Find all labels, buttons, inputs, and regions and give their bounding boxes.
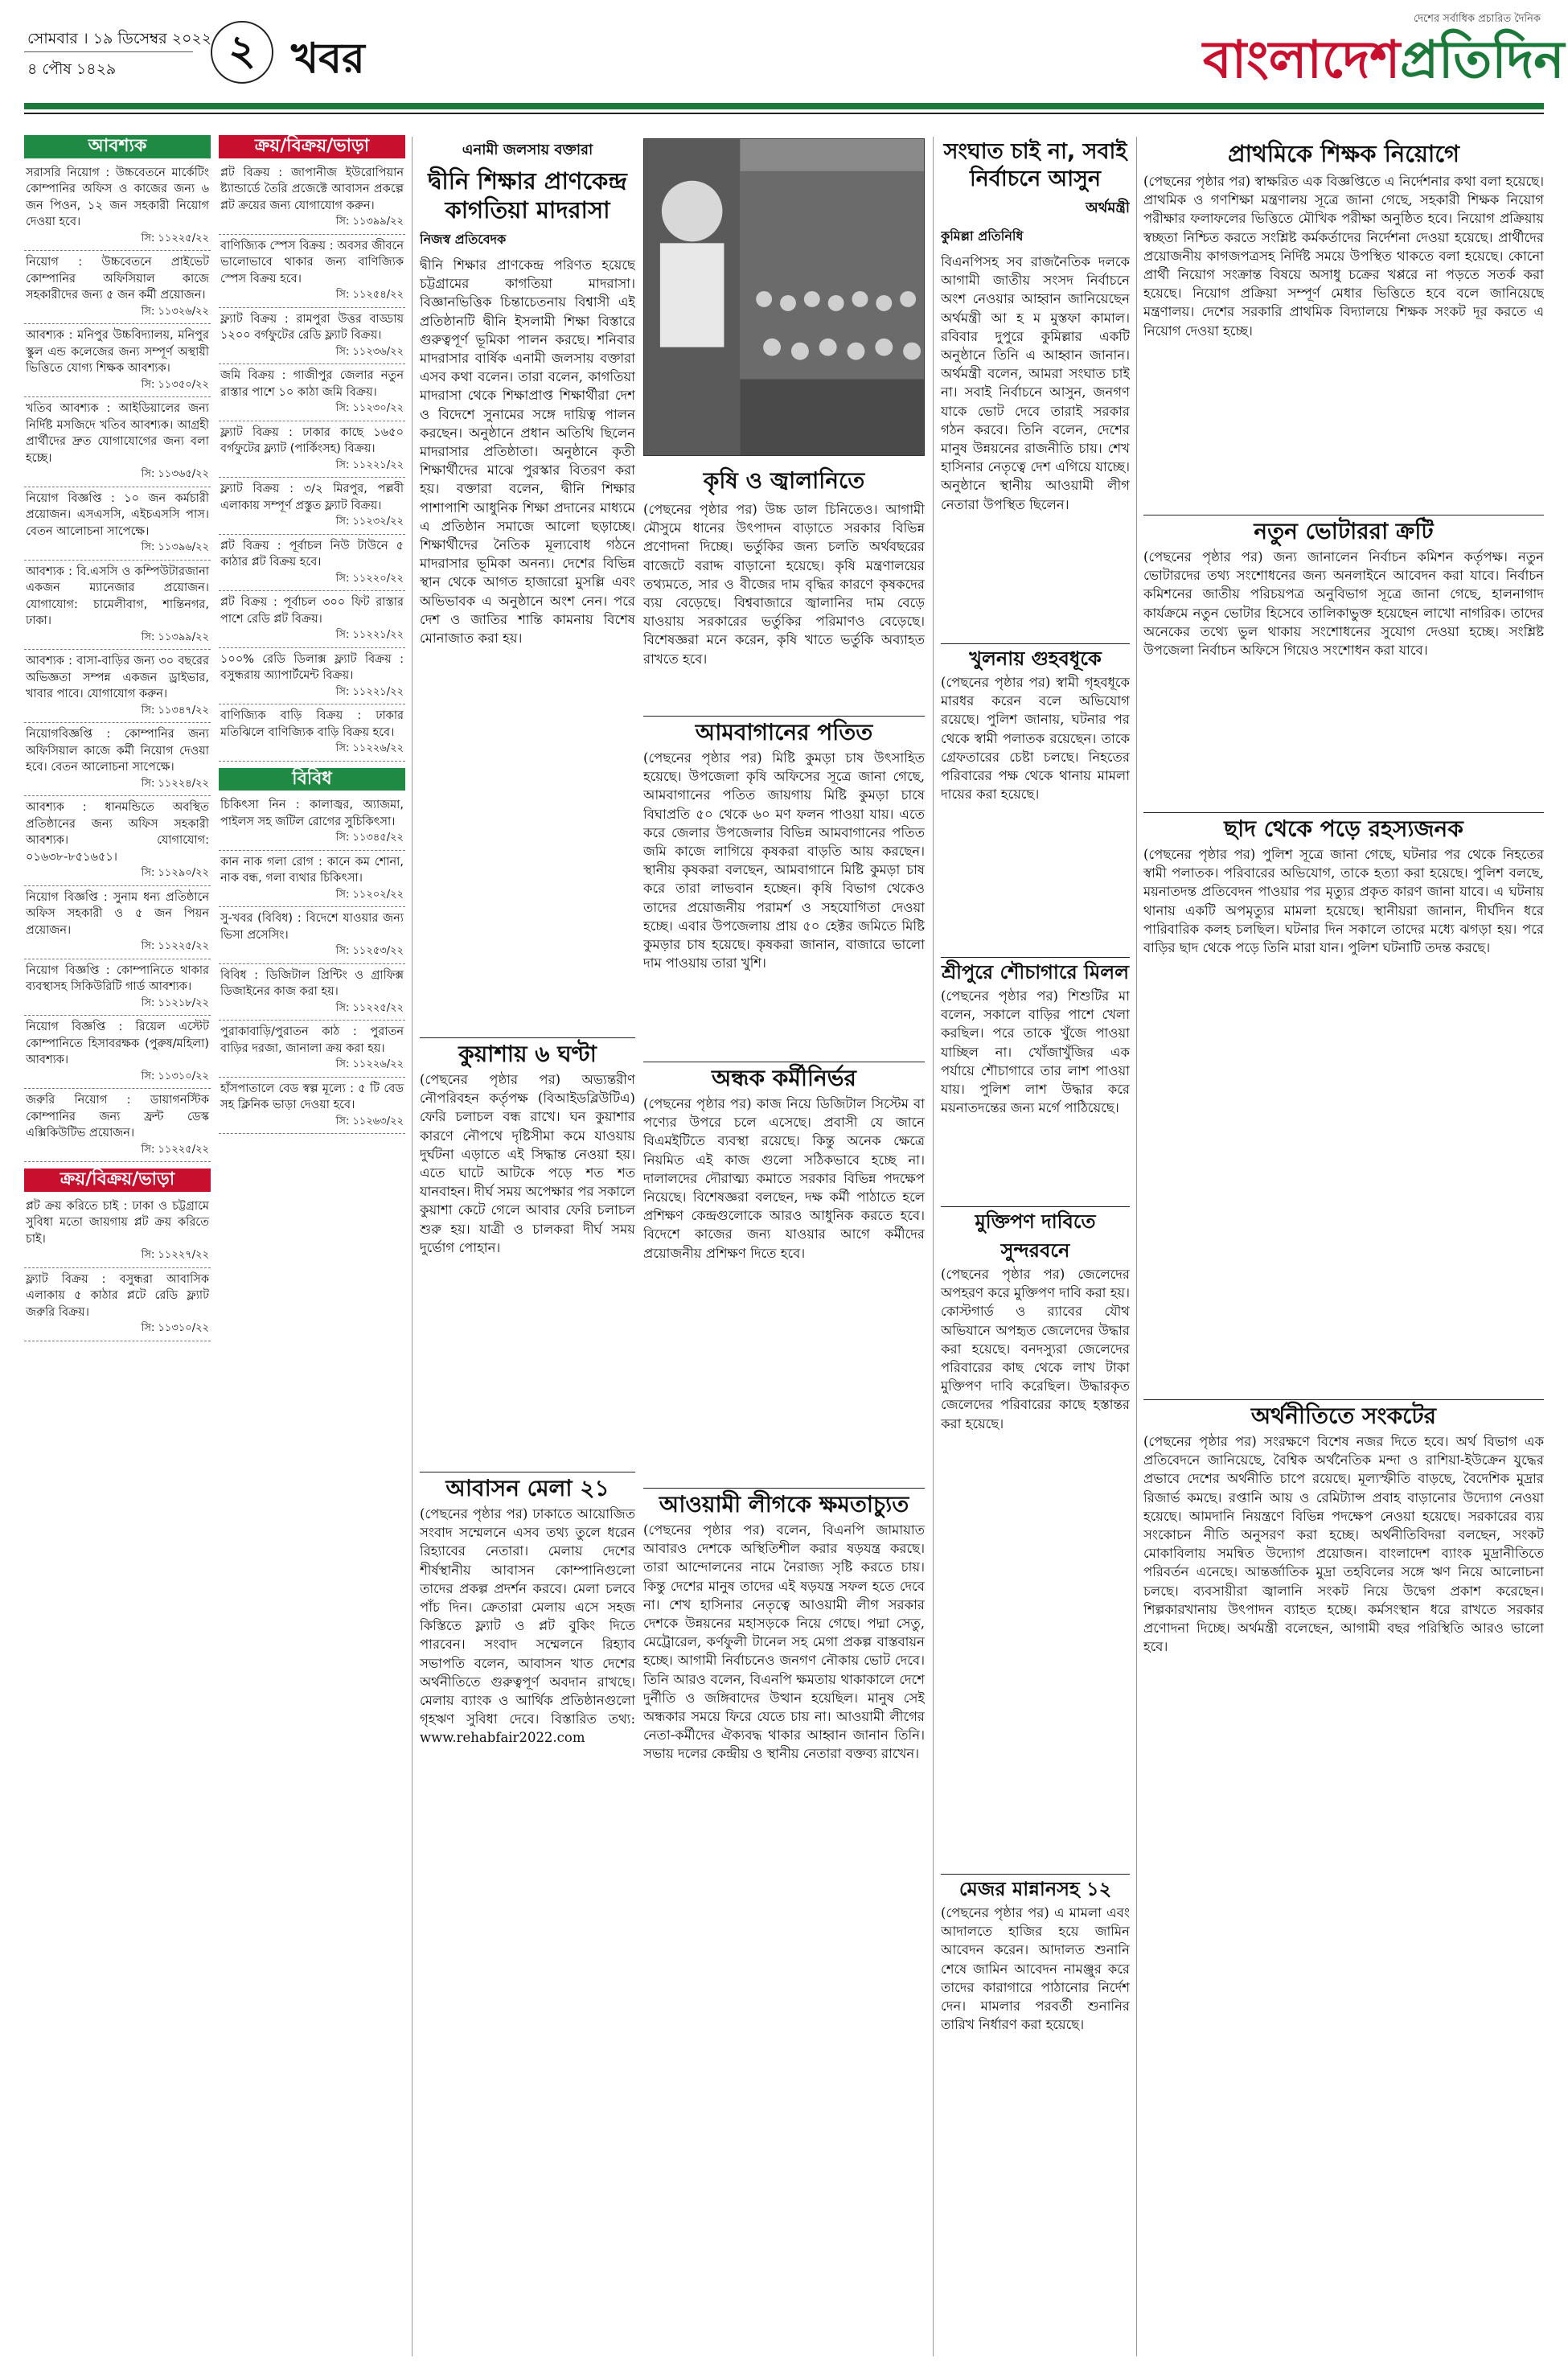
article-body: (পেছনের পৃষ্ঠার পর) মিষ্টি কুমড়া চাষ উৎসাহিত হয়েছে। উপজেলা কৃষি অফিসের সূত্রে জানা গেছে, আমবাগানের পতিত জায়গায় মিষ্টি কুমড়া চাষে বিঘাপ্রতি ৫০ থেকে ৬০ মণ ফলন পাওয়া যায়। এতে করে জেলার উপজেলার বিভিন্ন আমবাগানের পতিত জমি কাজে লাগিয়ে কৃষকরা বাড়তি আয় করছেন। স্থানীয় কৃষকরা বলছেন, আমবাগানে মিষ্টি কুমড়া চাষ করে তারা লাভবান হচ্ছেন। কৃষি বিভাগ থেকেও তাদের প্রয়োজনীয় পরামর্শ ও সহযোগিতা দেওয়া হচ্ছে। এবার উপজেলায় প্রায় ৫০ হেক্টর জমিতে মিষ্টি কুমড়ার চাষ হয়েছে। কৃষকরা জানান, বাজারে ভালো দাম পাওয়ায় তারা খুশি।: [643, 750, 925, 971]
article-headline: আবাসন মেলা ২১: [445, 1475, 610, 1501]
classified-code: সি: ১১২৯০/২২: [141, 867, 209, 879]
classified-item: [24, 1016, 211, 1089]
classified-item: [24, 1268, 211, 1341]
column-divider: [1136, 137, 1137, 2356]
classified-text: আবশ্যক : বাসা-বাড়ির জন্য ৩০ বছরের অভিজ্ঞতা সম্পন্ন একজন ড্রাইভার, খাবার পাবে। যোগাযোগ করুন।: [26, 655, 209, 700]
article-body: (পেছনের পৃষ্ঠার পর) ঢাকাতে আয়োজিত সংবাদ সম্মেলনে এসব তথ্য তুলে ধরেন রিহ্যাবের নেতারা। মেলায় দেশের শীর্ষস্থানীয় আবাসন কোম্পানিগুলো তাদের প্রকল্প প্রদর্শন করবে। মেলা চলবে পাঁচ দিন। ক্রেতারা মেলায় এসে সহজ কিস্তিতে ফ্ল্যাট ও প্লট বুকিং দিতে পারবেন। সংবাদ সম্মেলনে রিহ্যাব সভাপতি বলেন, আবাসন খাত দেশের অর্থনীতিতে গুরুত্বপূর্ণ অবদান রাখছে। মেলায় ব্যাংক ও আর্থিক প্রতিষ্ঠানগুলো গৃহঋণ সুবিধা দেবে। বিস্তারিত তথ্য: www.rehabfair2022.com: [420, 1506, 635, 1746]
article-headline: কৃষি ও জ্বালানিতে: [703, 467, 865, 494]
article-headline: মেজর মান্নানসহ ১২: [958, 1878, 1112, 1900]
classified-code: সি: ১১২০২/২২: [335, 888, 404, 901]
classified-code: সি: ১১২৫৩/২২: [335, 945, 404, 957]
article-headline: আওয়ামী লীগকে ক্ষমতাচ্যুত: [659, 1491, 909, 1518]
classified-code: সি: ১১২২৫/২২: [141, 232, 209, 244]
article-body: বিএনপিসহ সব রাজনৈতিক দলকে আগামী জাতীয় সংসদ নির্বাচনে অংশ নেওয়ার আহ্বান জানিয়েছেন অর্থমন্ত্রী আ হ ম মুস্তফা কামাল। রবিবার দুপুরে কুমিল্লার একটি অনুষ্ঠানে তিনি এ আহ্বান জানান। অর্থমন্ত্রী বলেন, আমরা সংঘাত চাই না। সবাই নির্বাচনে আসুন, জনগণ যাকে ভোট দেবে তারাই সরকার গঠন করবে। তিনি বলেন, দেশের মানুষ উন্নয়নের রাজনীতি চায়। শেখ হাসিনার নেতৃত্বে দেশ এগিয়ে যাচ্ছে। অনুষ্ঠানে স্থানীয় আওয়ামী লীগ নেতারা উপস্থিত ছিলেন।: [941, 254, 1130, 512]
date-rule: [24, 51, 193, 52]
classified-item: [219, 648, 405, 705]
classified-text: বাণিজ্যিক বাড়ি বিক্রয় : ঢাকার মতিঝিলে বাণিজ্যিক বাড়ি বিক্রয় হবে।: [220, 709, 404, 739]
article-krishi: [643, 466, 925, 708]
classified-item: [219, 851, 405, 908]
classified-item: [24, 1089, 211, 1162]
article-khulna: [941, 643, 1130, 949]
classified-item: [24, 251, 211, 324]
classified-code: সি: ১১২৩৬/২২: [335, 345, 404, 358]
classified-item: [219, 535, 405, 592]
logo-tagline: দেশের সর্বাধিক প্রচারিত দৈনিক: [1413, 13, 1541, 25]
photo-jalsa-image: [644, 139, 924, 455]
article-body: (পেছনের পৃষ্ঠার পর) সংরক্ষণে বিশেষ নজর দিতে হবে। অর্থ বিভাগ এক প্রতিবেদনে জানিয়েছে, বৈশ্বিক অর্থনৈতিক মন্দা ও রাশিয়া-ইউক্রেন যুদ্ধের প্রভাবে দেশের অর্থনীতি চাপে রয়েছে। মূল্যস্ফীতি বাড়ছে, বৈদেশিক মুদ্রার রিজার্ভ কমছে। রপ্তানি আয় ও রেমিট্যান্স প্রবাহ বাড়ানোর উদ্যোগ নেওয়া হয়েছে। আমদানি নিয়ন্ত্রণে বিভিন্ন পদক্ষেপ নেওয়া হয়েছে। সরকারের ব্যয় সংকোচন নীতি অনুসরণ করা হচ্ছে। অর্থনীতিবিদরা বলছেন, সংকট মোকাবিলায় সমন্বিত উদ্যোগ প্রয়োজন। বাংলাদেশ ব্যাংক মুদ্রানীতিতে পরিবর্তন এনেছে। আন্তর্জাতিক মুদ্রা তহবিলের সঙ্গে ঋণ নিয়ে আলোচনা চলছে। ব্যবসায়ীরা জ্বালানি সংকট নিয়ে উদ্বেগ প্রকাশ করেছেন। শিল্পকারখানায় উৎপাদন ব্যাহত হচ্ছে। কর্মসংস্থান ধরে রাখতে সরকার প্রণোদনা দিচ্ছে। অর্থমন্ত্রী বলেছেন, আগামী বছর পরিস্থিতি আরও ভালো হবে।: [1143, 1434, 1544, 1655]
article-awami-league: [643, 1488, 925, 2220]
classified-item: [219, 1021, 405, 1078]
classified-header-bibidh: বিবিধ: [219, 768, 405, 791]
classified-item: [24, 796, 211, 886]
classified-code: সি: ১১২৫৪/২২: [335, 289, 404, 301]
classified-list-2-footer: [219, 794, 405, 1134]
masthead: [0, 0, 1568, 143]
article-headline: অর্থনীতিতে সংকটের: [1250, 1403, 1437, 1429]
classified-code: সি: ১১৩৪৭/২২: [141, 704, 209, 717]
classified-list-1-footer: [24, 1195, 211, 1341]
article-body: (পেছনের পৃষ্ঠার পর) বলেন, বিএনপি জামায়াত আবারও দেশকে অস্থিতিশীল করার ষড়যন্ত্র করছে। তারা আন্দোলনের নামে নৈরাজ্য সৃষ্টি করতে চায়। কিন্তু দেশের মানুষ তাদের এই ষড়যন্ত্র সফল হতে দেবে না। শেখ হাসিনার নেতৃত্বে আওয়ামী লীগ সরকার দেশকে উন্নয়নের মহাসড়কে নিয়ে গেছে। পদ্মা সেতু, মেট্রোরেল, কর্ণফুলী টানেল সহ মেগা প্রকল্প বাস্তবায়ন হচ্ছে। আগামী নির্বাচনেও জনগণ নৌকায় ভোট দেবে। তিনি আরও বলেন, বিএনপি ক্ষমতায় থাকাকালে দেশে দুর্নীতি ও জঙ্গিবাদের উত্থান হয়েছিল। মানুষ সেই অন্ধকার সময়ে ফিরে যেতে চায় না। আওয়ামী লীগের নেতা-কর্মীদের ঐক্যবদ্ধ থাকার আহ্বান জানান তিনি। সভায় দলের কেন্দ্রীয় ও স্থানীয় নেতারা বক্তব্য রাখেন।: [643, 1522, 925, 1762]
classified-item: [219, 964, 405, 1021]
classified-item: [219, 364, 405, 421]
classified-text: প্লট বিক্রয় : পূর্বাচল ৩০০ ফিট রাস্তার পাশে রেডি প্লট বিক্রয়।: [220, 596, 404, 626]
classified-item: [219, 421, 405, 478]
article-body: (পেছনের পৃষ্ঠার পর) অভ্যন্তরীণ নৌপরিবহন কর্তৃপক্ষ (বিআইডব্লিউটিএ) ফেরি চলাচল বন্ধ রাখে। ঘন কুয়াশার কারণে নৌপথে দৃষ্টিসীমা কমে যাওয়ায় দুর্ঘটনা এড়াতে এই সিদ্ধান্ত নেওয়া হয়। এতে ঘাটে আটকে পড়ে শত শত যানবাহন। দীর্ঘ সময় অপেক্ষার পর সকালে কুয়াশা কেটে গেলে আবার ফেরি চলাচল শুরু হয়। যাত্রী ও চালকরা দীর্ঘ সময় দুর্ভোগ পোহান।: [420, 1072, 635, 1255]
classified-text: বাণিজ্যিক স্পেস বিক্রয় : অবসর জীবনে ভালোভাবে থাকার জন্য বাণিজ্যিক স্পেস বিক্রয় হবে।: [220, 239, 404, 285]
classified-item: [219, 1078, 405, 1135]
article-kicker: এনামী জলসায় বক্তারা: [462, 142, 593, 158]
classified-code: সি: ১১২২৬/২২: [335, 1058, 404, 1070]
classified-text: প্লট বিক্রয় : জাপানীজ ইউরোপিয়ান ষ্ট্যান্ডার্ডে তৈরি প্রজেক্টে আবাসন প্রকল্পে প্লট ক্রয়ের জন্য যোগাযোগ করুন।: [220, 166, 404, 212]
article-prathomik: [1143, 138, 1544, 508]
classified-text: পুরাকাবাড়ি/পুরাতন কাঠ : পুরাতন বাড়ির দরজা, জানালা ক্রয় করা হয়।: [220, 1025, 404, 1055]
article-kuyasha: [420, 1037, 635, 1456]
classified-text: ফ্ল্যাট বিক্রয় : রামপুরা উত্তর বাড্ডায় ১২০০ বর্গফুটের রেডি ফ্ল্যাট বিক্রয়।: [220, 312, 404, 342]
classified-item: [219, 907, 405, 964]
classified-text: কান নাক গলা রোগ : কানে কম শোনা, নাক বন্ধ, গলা ব্যথার চিকিৎসা।: [220, 855, 404, 885]
article-muktipon: [941, 1206, 1130, 1866]
article-headline: মুক্তিপণ দাবিতে সুন্দরবনে: [975, 1210, 1096, 1262]
classified-text: নিয়োগবিজ্ঞপ্তি : কোম্পানির জন্য অফিসিয়াল কাজে কর্মী নিয়োগ দেওয়া হবে। বেতন আলোচনা সাপেক্ষে।: [26, 728, 209, 774]
classified-text: নিয়োগ বিজ্ঞপ্তি : কোম্পানিতে থাকার ব্যবস্থাসহ সিকিউরিটি গার্ড আবশ্যক।: [26, 963, 209, 993]
classified-text: আবশ্যক : ধানমন্ডিতে অবস্থিত প্রতিষ্ঠানের জন্য অফিস সহকারী আবশ্যক। যোগাযোগ: ০১৬৩৮-৮৫১৬৫১।: [26, 801, 209, 864]
classified-code: সি: ১১৩৫০/২২: [141, 378, 209, 391]
classified-text: ফ্ল্যাট বিক্রয় : বসুন্ধরা আবাসিক এলাকায় ৫ কাঠার প্লটে রেডি ফ্ল্যাট জরুরি বিক্রয়।: [26, 1272, 209, 1319]
classified-item: [219, 478, 405, 535]
section-title: খবর: [291, 35, 365, 83]
article-body: দ্বীনি শিক্ষার প্রাণকেন্দ্র পরিণত হয়েছে চট্টগ্রামের কাগতিয়া মাদরাসা। বিজ্ঞানভিত্তিক চিন্তাচেতনায় বিশ্বাসী এই প্রতিষ্ঠানটি দ্বীনি ইসলামী শিক্ষা বিস্তারে গুরুত্বপূর্ণ ভূমিকা পালন করছে। শনিবার মাদরাসার বার্ষিক এনামী জলসায় বক্তারা এসব কথা বলেন। তারা বলেন, কাগতিয়া মাদরাসা থেকে শিক্ষাপ্রাপ্ত শিক্ষার্থীরা দেশ ও বিদেশে সুনামের সঙ্গে দায়িত্ব পালন করছেন। অনুষ্ঠানে প্রধান অতিথি ছিলেন মাদরাসার প্রতিষ্ঠাতা। অনুষ্ঠানে কৃতী শিক্ষার্থীদের মাঝে পুরস্কার বিতরণ করা হয়। বক্তারা বলেন, দ্বীনি শিক্ষার পাশাপাশি আধুনিক শিক্ষা প্রদানের মাধ্যমে এ প্রতিষ্ঠান সমাজে আলো ছড়াচ্ছে। শিক্ষার্থীদের নৈতিক মূল্যবোধ গঠনে মাদরাসার ভূমিকা অনন্য। দেশের বিভিন্ন স্থান থেকে আগত হাজারো মুসল্লি এবং অভিভাবক এ অনুষ্ঠানে অংশ নেন। পরে দেশ ও জাতির শান্তি কামনায় বিশেষ মোনাজাত করা হয়।: [420, 257, 635, 647]
classified-text: ফ্ল্যাট বিক্রয় : ৩/২ মিরপুর, পল্লবী এলাকায় সম্পূর্ণ প্রস্তুত ফ্ল্যাট বিক্রয়।: [220, 483, 404, 512]
page-number: ২: [211, 21, 273, 84]
classified-code: সি: ১১৩৪৫/২২: [335, 832, 404, 844]
article-headline: নতুন ভোটাররা ক্রটি: [1254, 518, 1434, 544]
article-speaker: অর্থমন্ত্রী: [1086, 199, 1130, 216]
classified-text: জরুরি নিয়োগ : ডায়াগনস্টিক কোম্পানির জন্য ফ্রন্ট ডেস্ক এক্সিকিউটিভ প্রয়োজন।: [26, 1094, 209, 1140]
classified-code: সি: ১১২৩২/২২: [335, 515, 404, 528]
classified-text: আবশ্যক : বি.এসসি ও কম্পিউটারজানা একজন ম্যানেজার প্রয়োজন। যোগাযোগ: চামেলীবাগ, শান্তিনগর, ঢাকা।: [26, 565, 209, 627]
classified-text: প্লট ক্রয় করিতে চাই : ঢাকা ও চট্টগ্রামে সুবিধা মতো জায়গায় প্লট ক্রয় করিতে চাই।: [26, 1199, 209, 1246]
article-body: (পেছনের পৃষ্ঠার পর) জেলেদের অপহরণ করে মুক্তিপণ দাবি করা হয়। কোস্টগার্ড ও র‌্যাবের যৌথ অভিযানে অপহৃত জেলেদের উদ্ধার করা হয়েছে। বনদস্যুরা জেলেদের পরিবারের কাছ থেকে লাখ টাকা মুক্তিপণ দাবি করেছিল। উদ্ধারকৃত জেলেদের পরিবারের কাছে হস্তান্তর করা হয়েছে।: [941, 1267, 1130, 1431]
classified-text: ১০০% রেডি ডিলাক্স ফ্ল্যাট বিক্রয় : বসুন্ধরায় অ্যাপার্টমেন্ট বিক্রয়।: [220, 652, 404, 682]
article-chad: [1143, 812, 1544, 1391]
article-amvaganer: [643, 716, 925, 1054]
classified-code: সি: ১১৩৯৯/২২: [335, 216, 404, 228]
masthead-rule: [24, 113, 1544, 114]
classified-text: নিয়োগ বিজ্ঞপ্তি : ১০ জন কর্মচারী প্রয়োজন। এসএসসি, এইচএসসি পাস। বেতন আলোচনা সাপেক্ষে।: [26, 491, 209, 538]
date-line: সোমবার । ১৯ ডিসেম্বর ২০২২: [27, 30, 212, 47]
classified-code: সি: ১১২২৫/২২: [141, 1143, 209, 1156]
classified-text: সরাসরি নিয়োগ : উচ্চবেতনে মার্কেটিং কোম্পানির অফিস ও কাজের জন্য ৬ জন পিওন, ১২ জন সহকারী নিয়োগ দেওয়া হবে।: [26, 166, 209, 228]
classified-list-2: [219, 162, 405, 762]
logo-wordmark: [1203, 28, 1565, 92]
classified-item: [24, 397, 211, 487]
article-songhat: [941, 138, 1130, 637]
article-headline: অন্ধক কর্মীনির্ভর: [712, 1065, 856, 1091]
article-headline: কুয়াশায় ৬ ঘণ্টা: [458, 1041, 597, 1067]
classified-code: সি: ১১৩৯৬/২২: [141, 541, 209, 553]
classified-code: সি: ১১৩১০/২২: [141, 1322, 209, 1334]
article-byline: কুমিল্লা প্রতিনিধি: [941, 228, 1024, 244]
article-headline: সংঘাত চাই না, সবাই নির্বাচনে আসুন: [943, 139, 1127, 191]
photo-jalsa: [643, 138, 925, 456]
classified-text: আবশ্যক : মনিপুর উচ্চবিদ্যালয়, মনিপুর স্কুল এন্ড কলেজের জন্য সম্পূর্ণ অস্থায়ী ভিত্তিতে যোগ্য শিক্ষক আবশ্যক।: [26, 329, 209, 375]
classified-text: নিয়োগ বিজ্ঞপ্তি : রিয়েল এস্টেট কোম্পানিতে হিসাবরক্ষক (পুরুষ/মহিলা) আবশ্যক।: [26, 1021, 209, 1066]
classified-text: জমি বিক্রয় : গাজীপুর জেলার নতুন রাস্তার পাশে ১০ কাঠা জমি বিক্রয়।: [220, 369, 404, 399]
classified-item: [24, 959, 211, 1017]
classified-code: সি: ১১২২৫/২২: [335, 1001, 404, 1014]
article-body: (পেছনের পৃষ্ঠার পর) এ মামলা এবং আদালতে হাজির হয়ে জামিন আবেদন করেন। আদালত শুনানি শেষে জামিন আবেদন নামঞ্জুর করে তাদের কারাগারে পাঠানোর নির্দেশ দেন। মামলার পরবর্তী শুনানির তারিখ নির্ধারণ করা হয়েছে।: [941, 1905, 1130, 2033]
newspaper-logo: [1203, 11, 1565, 100]
article-body: (পেছনের পৃষ্ঠার পর) পুলিশ সূত্রে জানা গেছে, ঘটনার পর থেকে নিহতের স্বামী পলাতক। পরিবারের অভিযোগ, তাকে হত্যা করা হয়েছে। পুলিশ বলছে, ময়নাতদন্ত প্রতিবেদন পাওয়ার পর মৃত্যুর প্রকৃত কারণ জানা যাবে। এ ঘটনায় থানায় একটি অপমৃত্যুর মামলা হয়েছে। স্থানীয়রা জানান, দীর্ঘদিন ধরে পারিবারিক কলহ চলছিল। ঘটনার দিন সকালে তাদের মধ্যে ঝগড়া হয়। পরে বাড়ির ছাদ থেকে পড়ে তিনি মারা যান। পুলিশ ঘটনাটি তদন্ত করছে।: [1143, 847, 1544, 956]
classified-header-kroy-2: ক্রয়/বিক্রয়/ভাড়া: [219, 135, 405, 158]
classified-text: খতিব আবশ্যক : আইডিয়ালের জন্য নির্দিষ্ট মসজিদে খতিব আবশ্যক। আগ্রহী প্রার্থীদের দ্রুত যোগাযোগের জন্য বলা হচ্ছে।: [26, 402, 209, 465]
article-headline: আমবাগানের পতিত: [695, 719, 873, 745]
classified-code: সি: ১১২২৪/২২: [141, 777, 209, 790]
classified-item: [219, 794, 405, 851]
article-headline: দ্বীনি শিক্ষার প্রাণকেন্দ্র কাগতিয়া মাদরাসা: [428, 167, 627, 224]
bangla-date-line: ৪ পৌষ ১৪২৯: [27, 60, 117, 78]
article-body: (পেছনের পৃষ্ঠার পর) স্বামী গৃহবধূকে মারধর করেন বলে অভিযোগ রয়েছে। পুলিশ জানায়, ঘটনার পর থেকে স্বামী পলাতক রয়েছেন। তাকে গ্রেফতারের চেষ্টা চলছে। নিহতের পরিবারের পক্ষ থেকে থানায় মামলা দায়ের করা হয়েছে।: [941, 675, 1130, 803]
classified-item: [24, 487, 211, 561]
article-body: (পেছনের পৃষ্ঠার পর) শিশুটির মা বলেন, সকালে বাড়ির পাশে খেলা করছিল। পরে তাকে খুঁজে পাওয়া যাচ্ছিল না। খোঁজাখুঁজির এক পর্যায়ে শৌচাগারে তার লাশ পাওয়া যায়। পুলিশ লাশ উদ্ধার করে ময়নাতদন্তের জন্য মর্গে পাঠিয়েছে।: [941, 988, 1130, 1116]
article-byline: নিজস্ব প্রতিবেদক: [420, 232, 507, 247]
article-headline: খুলনায় গুহবধূকে: [969, 647, 1102, 670]
classified-item: [24, 650, 211, 723]
classifieds-column-1: [24, 135, 211, 2355]
classified-item: [24, 162, 211, 252]
classified-code: সি: ১১২২১/২২: [335, 629, 404, 641]
article-headline: শ্রীপুরে শৌচাগারে মিলল: [941, 961, 1130, 984]
classified-text: নিয়োগ বিজ্ঞপ্তি : সুনাম ধন্য প্রতিষ্ঠানে অফিস সহকারী ও ৫ জন পিয়ন প্রয়োজন।: [26, 890, 209, 937]
classified-text: প্লট বিক্রয় : পূর্বাচল নিউ টাউনে ৫ কাঠার প্লট বিক্রয় হবে।: [220, 539, 404, 569]
article-abason-mela: [420, 1472, 635, 2220]
column-divider: [412, 137, 413, 2356]
article-body: (পেছনের পৃষ্ঠার পর) উচ্চ ডাল চিনিতেও। আগামী মৌসুমে ধানের উৎপাদন বাড়াতে সরকার বিভিন্ন প্রণোদনা দিচ্ছে। ভর্তুকির জন্য চলতি অর্থবছরের বাজেটে বরাদ্দ বাড়ানো হয়েছে। কৃষি মন্ত্রণালয়ের তথ্যমতে, সার ও বীজের দাম বৃদ্ধির কারণে কৃষকদের ব্যয় বেড়েছে। বিশ্ববাজারে জ্বালানির দাম বেড়ে যাওয়ায় সরকারের ভর্তুকির পরিমাণও বেড়েছে। বিশেষজ্ঞরা মনে করেন, কৃষি খাতে ভর্তুকি অব্যাহত রাখতে হবে।: [643, 502, 925, 667]
article-headline: ছাদ থেকে পড়ে রহস্যজনক: [1224, 815, 1463, 842]
classified-item: [219, 591, 405, 648]
classified-item: [219, 308, 405, 365]
classified-code: সি: ১১৩৬৫/২২: [141, 468, 209, 480]
article-orthoniti: [1143, 1399, 1544, 2220]
classified-code: সি: ১১৩৯৯/২২: [141, 630, 209, 643]
classified-header-abossok: আবশ্যক: [24, 135, 211, 158]
masthead-bar: [24, 103, 1544, 109]
article-body: (পেছনের পৃষ্ঠার পর) স্বাক্ষরিত এক বিজ্ঞপ্তিতে এ নির্দেশনার কথা বলা হয়েছে। প্রাথমিক ও গণশিক্ষা মন্ত্রণালয় সূত্রে জানা গেছে, সহকারী শিক্ষক নিয়োগ পরীক্ষার ফলাফলের ভিত্তিতে মৌখিক পরীক্ষা অনুষ্ঠিত হবে। নিয়োগ প্রক্রিয়ায় স্বচ্ছতা নিশ্চিত করতে সংশ্লিষ্ট কর্মকর্তাদের নির্দেশনা দেওয়া হয়েছে। প্রার্থীদের প্রয়োজনীয় কাগজপত্রসহ নির্দিষ্ট সময়ে উপস্থিত থাকতে বলা হয়েছে। কোনো প্রার্থী নিয়োগ সংক্রান্ত বিষয়ে অসাধু চক্রের খপ্পরে না পড়তে সতর্ক করা হয়েছে। নিয়োগ প্রক্রিয়া সম্পূর্ণ মেধার ভিত্তিতে হবে বলে জানিয়েছে মন্ত্রণালয়। দেশের সরকারি প্রাথমিক বিদ্যালয়ে শিক্ষক সংকট দূর করতে এ নিয়োগ দেওয়া হচ্ছে।: [1143, 174, 1544, 339]
classified-code: সি: ১১২৬৩/২২: [335, 1115, 404, 1127]
article-notun-voter: [1143, 515, 1544, 804]
classified-code: সি: ১১২২১/২২: [335, 458, 404, 471]
column-divider: [933, 137, 934, 2356]
classified-item: [24, 324, 211, 397]
article-body: (পেছনের পৃষ্ঠার পর) কাজ নিয়ে ডিজিটাল সিস্টেম বা পণ্যের উপরে চলে এসেছে। প্রবাসী যে জানে বিএমইটিতে ব্যবস্থা রয়েছে। কিন্তু অনেক ক্ষেত্রে নিয়মিত এই কাজ গুলো সঠিকভাবে হচ্ছে না। দালালদের দৌরাত্ম্য কমাতে সরকার বিভিন্ন পদক্ষেপ নিয়েছে। বিশেষজ্ঞরা বলছেন, দক্ষ কর্মী পাঠাতে হলে প্রশিক্ষণ কেন্দ্রগুলোকে আরও আধুনিক করতে হবে। বিদেশে কাজের জন্য যাওয়ার আগে কর্মীদের প্রয়োজনীয় প্রশিক্ষণ দিতে হবে।: [643, 1096, 925, 1261]
article-headline: প্রাথমিকে শিক্ষক নিয়োগে: [1227, 140, 1460, 167]
classified-header-kroy: ক্রয়/বিক্রয়/ভাড়া: [24, 1169, 211, 1192]
classified-text: চিকিৎসা নিন : কালাজ্বর, অ্যাজমা, পাইলস সহ জটিল রোগের সুচিকিৎসা।: [220, 799, 404, 828]
classified-item: [219, 235, 405, 308]
classified-text: ফ্ল্যাট বিক্রয় : ঢাকার কাছে ১৬৫০ বর্গফুটের ফ্ল্যাট (পার্কিংসহ) বিক্রয়।: [220, 425, 404, 455]
classified-code: সি: ১১২২৫/২২: [141, 940, 209, 952]
classified-text: হাঁসপাতালে বেড স্বল্প মূল্যে : ৫ টি বেড সহ ক্লিনিক ভাড়া দেওয়া হবে।: [220, 1082, 404, 1111]
article-ondhokormi: [643, 1062, 925, 1480]
article-madrasa: [420, 138, 635, 1023]
classified-list-1: [24, 162, 211, 1163]
classified-item: [219, 162, 405, 235]
classified-item: [24, 561, 211, 651]
logo-part-1: বাংলাদেশ: [1203, 31, 1401, 90]
classified-code: সি: ১১২২০/২২: [335, 572, 404, 585]
classified-code: সি: ১১২২১/২২: [335, 685, 404, 698]
classified-code: সি: ১১৩২৬/২২: [141, 305, 209, 318]
logo-part-2: প্রতিদিন: [1400, 31, 1565, 90]
classified-text: বিবিধ : ডিজিটাল প্রিন্টিং ও গ্রাফিক্স ডিজাইনের কাজ করা হয়।: [220, 968, 404, 998]
classified-item: [24, 886, 211, 959]
classified-item: [219, 704, 405, 762]
classified-text: নিয়োগ : উচ্চবেতনে প্রাইভেট কোম্পানির অফিসিয়াল কাজে সহকারীদের জন্য ৫ জন কর্মী প্রয়োজন।: [26, 256, 209, 302]
article-mejor: [941, 1874, 1130, 2220]
classified-code: সি: ১১২৩০/২২: [335, 402, 404, 414]
classified-item: [24, 1195, 211, 1268]
classified-code: সি: ১১৩১০/২২: [141, 1070, 209, 1082]
classifieds-column-2: [219, 135, 405, 2355]
article-body: (পেছনের পৃষ্ঠার পর) জন্য জানালেন নির্বাচন কমিশন কর্তৃপক্ষ। নতুন ভোটারদের তথ্য সংশোধনের জন্য অনলাইনে আবেদন করা যাবে। নির্বাচন কমিশনের জাতীয় পরিচয়পত্র অনুবিভাগ সূত্রে জানা গেছে, হালনাগাদ কার্যক্রমে নতুন ভোটার হিসেবে তালিকাভুক্ত হয়েছেন লাখো নাগরিক। তাদের অনেকের তথ্যে ভুল থাকায় সংশোধনের সুযোগ দেওয়া হচ্ছে। সংশ্লিষ্ট উপজেলা নির্বাচন অফিসে গিয়েও সংশোধন করা যাবে।: [1143, 549, 1544, 659]
classified-code: সি: ১১২২৭/২২: [141, 1249, 209, 1261]
classified-item: [24, 723, 211, 796]
classified-text: সু-খবর (বিবিধ) : বিদেশে যাওয়ার জন্য ভিসা প্রসেসিং।: [220, 912, 404, 942]
article-sreepur: [941, 957, 1130, 1198]
classified-code: সি: ১১২১৮/২২: [141, 996, 209, 1009]
classified-code: সি: ১১২২৬/২২: [335, 742, 404, 754]
